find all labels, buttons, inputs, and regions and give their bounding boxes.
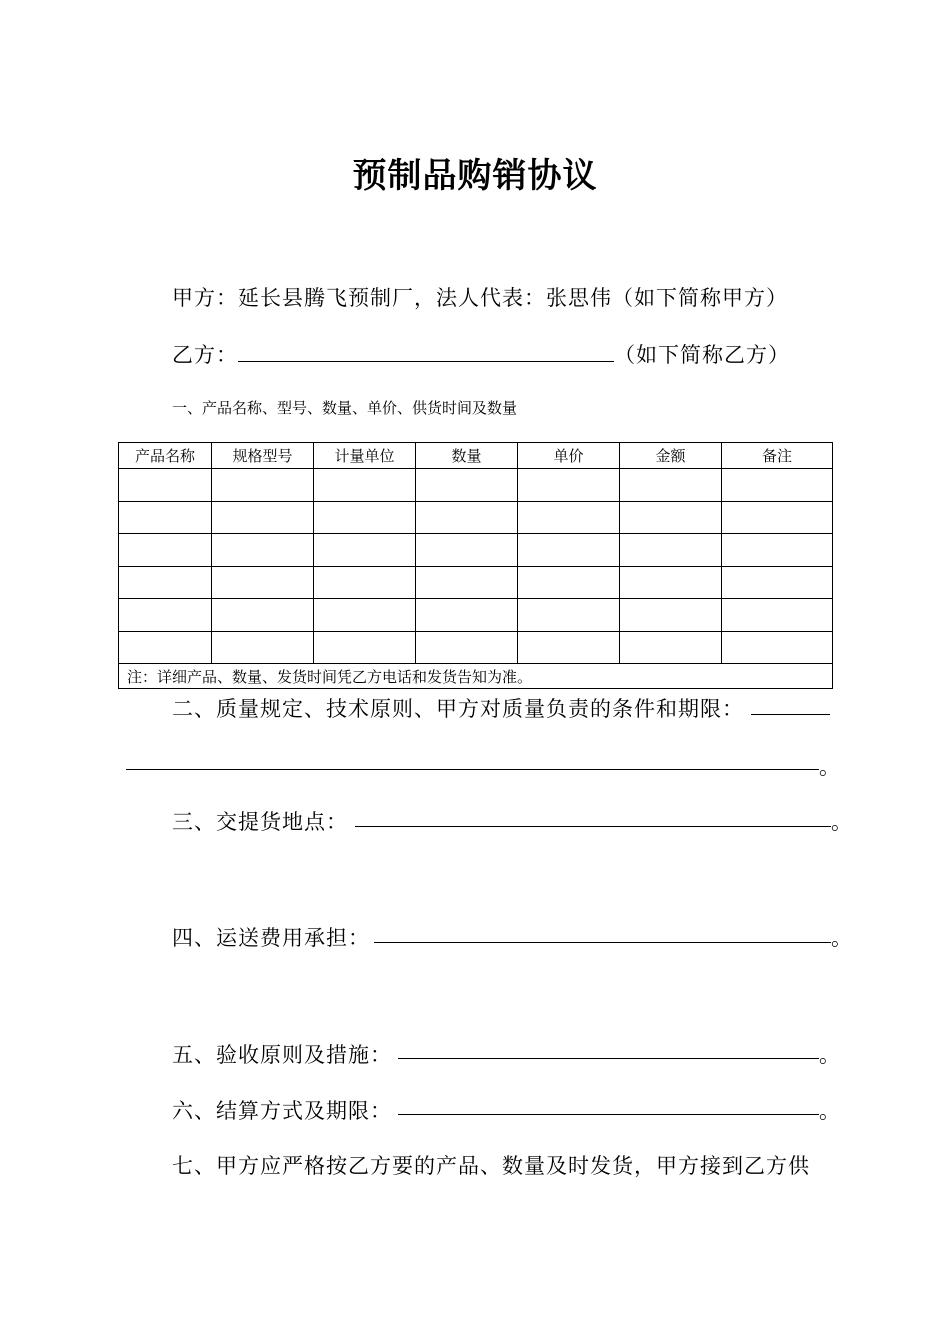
table-cell[interactable] (620, 469, 722, 502)
table-cell[interactable] (518, 501, 620, 534)
section-2-line: 二、质量规定、技术原则、甲方对质量负责的条件和期限： (172, 697, 744, 721)
section-2-blank-2[interactable] (126, 769, 819, 770)
section-5-blank[interactable] (398, 1058, 819, 1059)
table-cell[interactable] (314, 599, 416, 632)
table-cell[interactable] (119, 469, 212, 502)
table-cell[interactable] (212, 631, 314, 664)
table-cell[interactable] (119, 631, 212, 664)
header-unit-price: 单价 (518, 443, 620, 469)
party-b-suffix: （如下简称乙方） (614, 343, 790, 367)
table-cell[interactable] (518, 631, 620, 664)
table-cell[interactable] (212, 566, 314, 599)
table-cell[interactable] (722, 501, 833, 534)
party-b-blank[interactable] (238, 360, 614, 362)
table-cell[interactable] (314, 469, 416, 502)
header-spec-model: 规格型号 (212, 443, 314, 469)
table-cell[interactable] (416, 469, 518, 502)
table-cell[interactable] (722, 469, 833, 502)
section-6-line: 六、结算方式及期限： (172, 1099, 392, 1123)
table-cell[interactable] (314, 534, 416, 567)
table-cell[interactable] (416, 599, 518, 632)
table-header-row (119, 443, 833, 469)
table-cell[interactable] (620, 631, 722, 664)
header-product-name: 产品名称 (119, 443, 212, 469)
header-unit: 计量单位 (314, 443, 416, 469)
section-4-blank[interactable] (374, 942, 831, 943)
section-6-end: 。 (819, 1099, 841, 1123)
table-cell[interactable] (416, 631, 518, 664)
table-cell[interactable] (314, 501, 416, 534)
goods-table (118, 442, 833, 689)
party-b-label: 乙方： (172, 343, 238, 367)
table-cell[interactable] (722, 631, 833, 664)
header-amount: 金额 (620, 443, 722, 469)
table-cell[interactable] (620, 566, 722, 599)
table-cell[interactable] (416, 534, 518, 567)
party-a-line: 甲方：延长县腾飞预制厂，法人代表：张思伟（如下简称甲方） (172, 286, 788, 310)
header-remarks: 备注 (722, 443, 833, 469)
table-cell[interactable] (314, 566, 416, 599)
table-cell[interactable] (212, 501, 314, 534)
table-cell[interactable] (212, 469, 314, 502)
section-4-end: 。 (831, 926, 853, 950)
section-3-line: 三、交提货地点： (172, 810, 348, 834)
document-title: 预制品购销协议 (352, 156, 598, 196)
table-cell[interactable] (620, 501, 722, 534)
table-row (119, 566, 833, 599)
table-cell[interactable] (518, 534, 620, 567)
table-cell[interactable] (722, 599, 833, 632)
table-cell[interactable] (119, 534, 212, 567)
table-cell[interactable] (620, 599, 722, 632)
table-cell[interactable] (518, 599, 620, 632)
table-row (119, 501, 833, 534)
section-3-blank[interactable] (355, 826, 831, 827)
section-1-heading: 一、产品名称、型号、数量、单价、供货时间及数量 (172, 399, 518, 417)
table-cell[interactable] (212, 534, 314, 567)
table-cell[interactable] (314, 631, 416, 664)
table-note-row (119, 664, 833, 689)
header-quantity: 数量 (416, 443, 518, 469)
table-cell[interactable] (416, 501, 518, 534)
table-cell[interactable] (722, 534, 833, 567)
section-4-line: 四、运送费用承担： (172, 926, 370, 950)
table-cell[interactable] (212, 599, 314, 632)
table-row (119, 469, 833, 502)
table-cell[interactable] (119, 566, 212, 599)
table-cell[interactable] (518, 469, 620, 502)
table-cell[interactable] (119, 599, 212, 632)
table-cell[interactable] (518, 566, 620, 599)
section-2-end: 。 (819, 755, 841, 779)
section-5-end: 。 (819, 1043, 841, 1067)
table-row (119, 631, 833, 664)
section-6-blank[interactable] (398, 1114, 819, 1115)
table-cell[interactable] (722, 566, 833, 599)
table-cell[interactable] (119, 501, 212, 534)
section-2-blank-1[interactable] (751, 714, 830, 715)
section-5-line: 五、验收原则及措施： (172, 1043, 392, 1067)
table-cell[interactable] (416, 566, 518, 599)
party-b-line (172, 339, 790, 369)
table-note: 注：详细产品、数量、发货时间凭乙方电话和发货告知为准。 (119, 664, 833, 689)
table-cell[interactable] (620, 534, 722, 567)
table-row (119, 534, 833, 567)
section-3-end: 。 (831, 810, 853, 834)
section-7-line: 七、甲方应严格按乙方要的产品、数量及时发货，甲方接到乙方供 (172, 1154, 810, 1178)
table-row (119, 599, 833, 632)
